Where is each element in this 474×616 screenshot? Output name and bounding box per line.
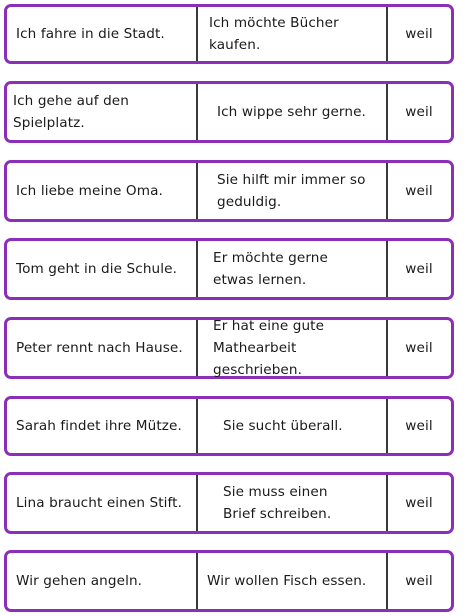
cause-text: Sarah findet ihre Mütze. xyxy=(16,418,182,434)
connector-text: weil xyxy=(405,573,433,589)
connector-cell xyxy=(387,241,451,297)
connector-cell xyxy=(387,475,451,531)
cause-cell xyxy=(7,320,197,376)
connector-text: weil xyxy=(405,495,433,511)
cause-text: Wir gehen angeln. xyxy=(16,573,143,589)
connector-text: weil xyxy=(405,418,433,434)
card-row-2 xyxy=(4,81,454,143)
reason-text: Er möchte gerne etwas lernen. xyxy=(213,250,328,288)
cause-cell xyxy=(7,399,197,453)
connector-cell xyxy=(387,7,451,61)
connector-cell xyxy=(387,553,451,609)
card-row-3 xyxy=(4,160,454,222)
connector-cell xyxy=(387,84,451,140)
reason-cell xyxy=(197,163,387,219)
card-row-1 xyxy=(4,4,454,64)
connector-cell xyxy=(387,163,451,219)
reason-cell xyxy=(197,475,387,531)
cause-cell xyxy=(7,84,197,140)
cause-text: Ich gehe auf den Spielplatz. xyxy=(13,93,129,131)
connector-text: weil xyxy=(405,26,433,42)
connector-cell xyxy=(387,399,451,453)
reason-cell xyxy=(197,399,387,453)
cause-text: Tom geht in die Schule. xyxy=(16,261,178,277)
connector-text: weil xyxy=(405,183,433,199)
reason-text: Sie muss einen Brief schreiben. xyxy=(223,484,332,522)
reason-cell xyxy=(197,84,387,140)
cause-text: Lina braucht einen Stift. xyxy=(16,495,183,511)
reason-text: Sie hilft mir immer so geduldig. xyxy=(217,172,366,210)
cause-cell xyxy=(7,553,197,609)
connector-text: weil xyxy=(405,340,433,356)
card-row-7 xyxy=(4,472,454,534)
cause-cell xyxy=(7,241,197,297)
reason-cell xyxy=(197,553,387,609)
reason-cell xyxy=(197,320,387,376)
card-row-5 xyxy=(4,317,454,379)
reason-cell xyxy=(197,7,387,61)
reason-text: Wir wollen Fisch essen. xyxy=(207,573,367,589)
reason-text: Er hat eine gute Mathearbeit geschrieben. xyxy=(213,318,325,378)
connector-text: weil xyxy=(405,104,433,120)
connector-cell xyxy=(387,320,451,376)
card-row-8 xyxy=(4,550,454,612)
cause-cell xyxy=(7,163,197,219)
cause-text: Ich liebe meine Oma. xyxy=(16,183,163,199)
cause-cell xyxy=(7,475,197,531)
cause-text: Ich fahre in die Stadt. xyxy=(16,26,165,42)
connector-text: weil xyxy=(405,261,433,277)
reason-cell xyxy=(197,241,387,297)
card-row-4 xyxy=(4,238,454,300)
cause-text: Peter rennt nach Hause. xyxy=(16,340,183,356)
reason-text: Ich wippe sehr gerne. xyxy=(217,104,366,120)
card-row-6 xyxy=(4,396,454,456)
reason-text: Ich möchte Bücher kaufen. xyxy=(209,15,339,53)
reason-text: Sie sucht überall. xyxy=(223,418,343,434)
cause-cell xyxy=(7,7,197,61)
